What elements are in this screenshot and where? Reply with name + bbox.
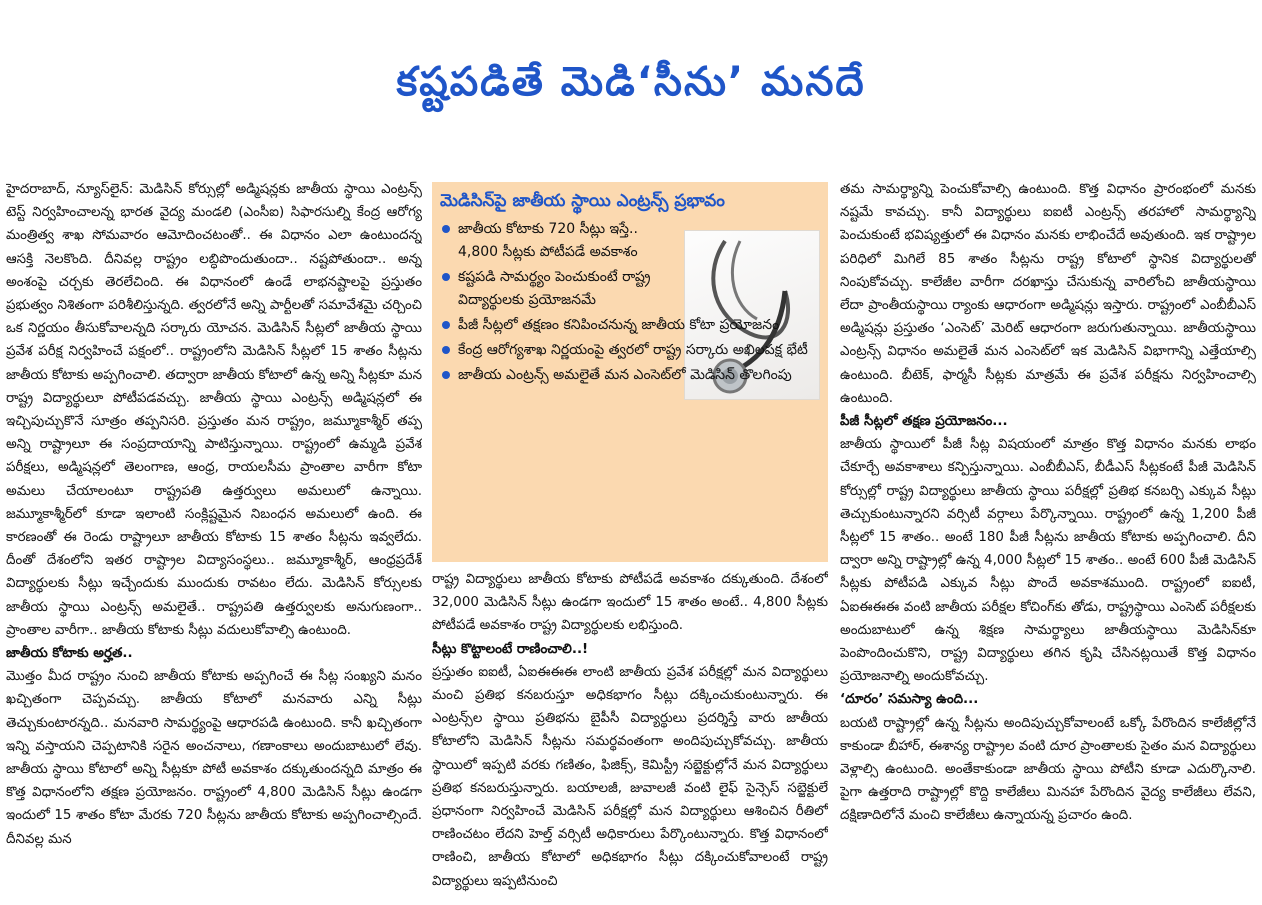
column-2 — [432, 568, 828, 902]
article-paragraph: ప్రస్తుతం ఐఐటీ, ఏఐఈఈఈ లాంటి జాతీయ ప్రవేశ పరీక్షల్లో మన విద్యార్థులు మంచి ప్రతిభ కనబరుస్తూ అధికభాగం సీట్లు దక్కించుకుంటున్నారు. ఈ ఎంట్రన్స్‌ల స్థాయి ప్రతిభను బైపీసీ విద్యార్థులు ప్రదర్శిస్తే వారు జాతీయ కోటాలోని మెడిసిన్ సీట్లను సమర్థవంతంగా అందిపుచ్చుకోవచ్చు. జాతీయ స్థాయిలో ఇప్పటి వరకు గణితం, ఫిజిక్స్, కెమిస్ట్రీ సబ్జెక్టుల్లోనే మన విద్యార్థులు ప్రతిభ కనబరుస్తున్నారు. బయాలజీ, జువాలజీ వంటి లైఫ్ సైన్సెస్ సబ్జెక్టులే ప్రధానంగా నిర్వహించే మెడిసిన్ పరీక్షల్లో మన విద్యార్థులు ఆశించిన రీతిలో రాణించటం లేదని హెల్త్ వర్సిటీ అధికారులు పేర్కొంటున్నారు. కొత్త విధానంలో రాణించి, జాతీయ కోటాలో అధికభాగం సీట్లు దక్కించుకోవాలంటే రాష్ట్ర విద్యార్థులు ఇప్పటినుంచి — [432, 664, 828, 889]
article-paragraph: రాష్ట్ర విద్యార్థులు జాతీయ కోటాకు పోటీపడే అవకాశం దక్కుతుంది. దేశంలో 32,000 మెడిసిన్ సీట్లు ఉండగా ఇందులో 15 శాతం అంటే.. 4,800 సీట్లకు పోటీపడే అవకాశం రాష్ట్ర విద్యార్థులకు లభిస్తుంది. — [432, 572, 828, 634]
subheading: పీజీ సీట్లలో తక్షణ ప్రయోజనం... — [840, 414, 1008, 430]
subheading: జాతీయ కోటాకు అర్హత.. — [6, 646, 133, 662]
box-bullet-item: పీజీ సీట్లలో తక్షణం కనిపించనున్న జాతీయ కోటా ప్రయోజనం — [440, 314, 822, 337]
column-3 — [840, 178, 1256, 900]
subheading: సీట్లు కొట్టాలంటే రాణించాలి..! — [432, 641, 589, 657]
bullet-icon — [442, 321, 450, 329]
headline: కష్టపడితే మెడి‘సీను’ మనదే — [396, 59, 866, 105]
bullet-icon — [442, 225, 450, 233]
column-1 — [6, 178, 422, 900]
article-paragraph: తమ సామర్థ్యాన్ని పెంచుకోవాల్సి ఉంటుంది. కొత్త విధానం ప్రారంభంలో మనకు నష్టమే కావచ్చు. కానీ విద్యార్థులు ఐఐటీ ఎంట్రన్స్ తరహాలో సామర్థ్యాన్ని పెంచుకుంటే భవిష్యత్తులో ఈ విధానం మనకు లాభించేదే అవుతుంది. ఇక రాష్ట్రాల పరిధిలో మిగిలే 85 శాతం సీట్లను రాష్ట్ర కోటాలో స్థానిక విద్యార్థులతో నింపుకోవచ్చు. కాలేజీల వారీగా దరఖాస్తు చేసుకున్న వారిలోంచి జాతీయస్థాయి లేదా ప్రాంతీయస్థాయి ర్యాంకు ఆధారంగా అడ్మిషన్లు ఇస్తారు. రాష్ట్రంలో ఎంబీబీఎస్ అడ్మిషన్లు ప్రస్తుతం ‘ఎంసెట్’ మెరిట్ ఆధారంగా జరుగుతున్నాయి. జాతీయస్థాయి ఎంట్రన్స్ విధానం అమలైతే మన ఎంసెట్‌లో ఇక మెడిసిన్ విభాగాన్ని ఎత్తేయాల్సి ఉంటుంది. బీటెక్, ఫార్మసీ సీట్లకు మాత్రమే ఈ ప్రవేశ పరీక్షను నిర్వహించాల్సి ఉంటుంది. — [840, 182, 1256, 406]
bullet-icon — [442, 371, 450, 379]
highlight-box — [432, 182, 828, 562]
bullet-icon — [442, 273, 450, 281]
box-bullet-item: కేంద్ర ఆరోగ్యశాఖ నిర్ణయంపై త్వరలో రాష్ట్ర సర్కారు అఖిలపక్ష భేటీ — [440, 339, 822, 362]
bullet-icon — [442, 346, 450, 354]
article-paragraph: హైదరాబాద్, న్యూస్‌లైన్: మెడిసిన్ కోర్సుల్లో అడ్మిషన్లకు జాతీయ స్థాయి ఎంట్రన్స్ టెస్ట్ నిర్వహించాలన్న భారత వైద్య మండలి (ఎంసీఐ) సిఫారసుల్ని కేంద్ర ఆరోగ్య మంత్రిత్వ శాఖ సోమవారం ఆమోదించటంతో.. ఈ విధానం ఎలా ఉంటుందన్న ఆసక్తి నెలకొంది. దీనివల్ల రాష్ట్రం లబ్ధిపొందుతుందా.. నష్టపోతుందా.. అన్న అంశంపై చర్చకు తెరలేచింది. ఈ విధానంలో ఉండే లాభనష్టాలపై ప్రస్తుతం ప్రభుత్వం నిశితంగా పరిశీలిస్తున్నది. త్వరలోనే అన్ని పార్టీలతో సమావేశమై చర్చించి ఒక నిర్ణయం తీసుకోవాలన్నది సర్కారు యోచన. మెడిసిన్ సీట్లలో జాతీయ స్థాయి ప్రవేశ పరీక్ష నిర్వహించే పక్షంలో.. రాష్ట్రంలోని మెడిసిన్ సీట్లలో 15 శాతం సీట్లను జాతీయ కోటాకు అప్పగించాలి. తద్వారా జాతీయ కోటాలో ఉన్న అన్ని సీట్లకూ మన రాష్ట్ర విద్యార్థులూ పోటీపడవచ్చు. జాతీయ స్థాయి ఎంట్రన్స్ అడ్మిషన్లలో ఈ ఇచ్చిపుచ్చుకొనే సూత్రం తప్పనిసరి. ప్రస్తుతం మన రాష్ట్రం, జమ్మూకాశ్మీర్ తప్ప అన్ని రాష్ట్రాలూ ఈ సంప్రదాయాన్ని పాటిస్తున్నాయి. రాష్ట్రంలో ఉమ్మడి ప్రవేశ పరీక్షలు, అడ్మిషన్లలో తెలంగాణ, ఆంధ్ర, రాయలసీమ ప్రాంతాల వారీగా కోటా అమలు చేయాలంటూ రాష్ట్రపతి ఉత్తర్వులు అమలులో ఉన్నాయి. జమ్మూకాశ్మీర్‌లో కూడా ఇలాంటి సంక్లిష్టమైన నిబంధన అమలులో ఉంది. ఈ కారణంతో ఈ రెండు రాష్ట్రాలూ జాతీయ కోటాకు 15 శాతం సీట్లను ఇవ్వలేదు. దీంతో దేశంలోని ఇతర రాష్ట్రాల విద్యాసంస్థలు.. జమ్మూకాశ్మీర్, ఆంధ్రప్రదేశ్ విద్యార్థులకు సీట్లు ఇచ్చేందుకు ముందుకు రావటం లేదు. మెడిసిన్ కోర్సులకు జాతీయ స్థాయి ఎంట్రన్స్ అమలైతే.. రాష్ట్రపతి ఉత్తర్వులకు అనుగుణంగా.. ప్రాంతాల వారీగా.. జాతీయ కోటాకు సీట్లు వదులుకోవాల్సి ఉంటుంది. — [6, 182, 422, 638]
subheading: ‘దూరం’ సమస్యా ఉంది... — [840, 692, 979, 708]
article-paragraph: మొత్తం మీద రాష్ట్రం నుంచి జాతీయ కోటాకు అప్పగించే ఈ సీట్ల సంఖ్యని మనం ఖచ్చితంగా చెప్పవచ్చు. జాతీయ కోటాలో మనవారు ఎన్ని సీట్లు తెచ్చుకుంటారన్నది.. మనవారి సామర్థ్యంపై ఆధారపడి ఉంటుంది. కానీ ఖచ్చితంగా ఇన్ని వస్తాయని చెప్పటానికి సరైన అంచనాలు, గణాంకాలు అందుబాటులో లేవు. జాతీయ స్థాయి కోటాలో అన్ని సీట్లకూ పోటీ అవకాశం దక్కుతుందన్నది మాత్రం ఈ కొత్త విధానంలోని తక్షణ ప్రయోజనం. రాష్ట్రంలో 4,800 మెడిసిన్ సీట్లు ఉండగా ఇందులో 15 శాతం కోటా మేరకు 720 సీట్లను జాతీయ కోటాకు అప్పగించాల్సిందే. దీనివల్ల మన — [6, 669, 422, 847]
box-bullet-item: జాతీయ కోటాకు 720 సీట్లు ఇస్తే.. 4,800 సీట్లకు పోటీపడే అవకాశం — [440, 218, 678, 264]
article-paragraph: జాతీయ స్థాయిలో పీజీ సీట్ల విషయంలో మాత్రం కొత్త విధానం మనకు లాభం చేకూర్చే అవకాశాలు కన్పిస్తున్నాయి. ఎంబీబీఎస్, బీడీఎస్ సీట్లకంటే పీజీ మెడిసిన్ కోర్సుల్లో రాష్ట్ర విద్యార్థులు జాతీయ స్థాయి పరీక్షల్లో ప్రతిభ కనబర్చి ఎక్కువ సీట్లు తెచ్చుకుంటున్నారని వర్సిటీ వర్గాలు పేర్కొన్నాయి. రాష్ట్రంలో ఉన్న 1,200 పీజీ సీట్లలో 15 శాతం.. అంటే 180 పీజీ సీట్లను జాతీయ కోటాకు అప్పగించాలి. దీని ద్వారా అన్ని రాష్ట్రాల్లో ఉన్న 4,000 సీట్లలో 15 శాతం.. అంటే 600 పీజీ మెడిసిన్ సీట్లకు పోటీపడి ఎక్కువ సీట్లు పొందే అవకాశముంది. రాష్ట్రంలో ఐఐటీ, ఏఐఈఈఈ వంటి జాతీయ పరీక్షల కోచింగ్‌కు తోడు, రాష్ట్రస్థాయి ఎంసెట్ పరీక్షలకు అందుబాటులో ఉన్న శిక్షణ సామర్థ్యాలు జాతీయస్థాయి మెడిసిన్‌కూ పెంపొందించుకొని, రాష్ట్ర విద్యార్థులు తగిన కృషి చేసినట్లయితే కొత్త విధానం ప్రయోజనాల్ని అందుకోవచ్చు. — [840, 437, 1256, 685]
box-title: మెడిసిన్‌పై జాతీయ స్థాయి ఎంట్రన్స్ ప్రభావం — [440, 191, 725, 211]
box-bullet-item: జాతీయ ఎంట్రన్స్ అమలైతే మన ఎంసెట్‌లో మెడిసిన్ తొలగింపు — [440, 364, 822, 387]
box-bullet-item: కష్టపడి సామర్థ్యం పెంచుకుంటే రాష్ట్ర విద్యార్థులకు ప్రయోజనమే — [440, 266, 678, 312]
article-paragraph: బయటి రాష్ట్రాల్లో ఉన్న సీట్లను అందిపుచ్చుకోవాలంటే ఒక్కో పేరొందిన కాలేజీల్లోనే కాకుండా బీహార్, ఈశాన్య రాష్ట్రాల వంటి దూర ప్రాంతాలకు సైతం మన విద్యార్థులు వెళ్లాల్సి ఉంటుంది. అంతేకాకుండా జాతీయ స్థాయి పోటీని కూడా ఎదుర్కొనాలి. పైగా ఉత్తరాది రాష్ట్రాల్లో కొద్ది కాలేజీలు మినహా పేరొందిన వైద్య కాలేజీలు లేవని, దక్షిణాదిలోనే మంచి కాలేజీలు ఉన్నాయన్న ప్రచారం ఉంది. — [840, 715, 1256, 824]
